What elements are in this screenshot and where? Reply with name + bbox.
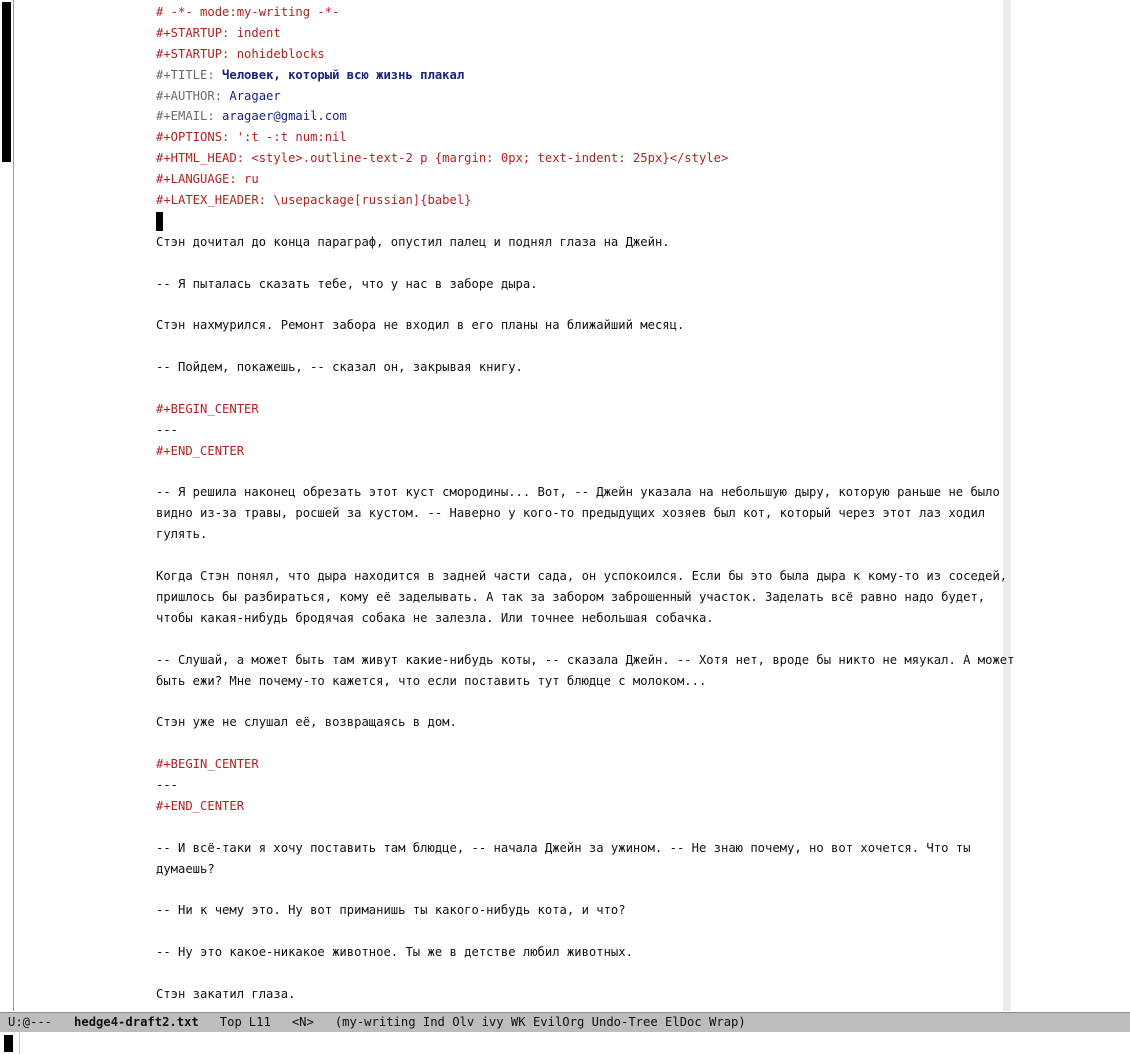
- buffer-line[interactable]: [156, 859, 1001, 880]
- modeline-evil-state: <N>: [291, 1015, 314, 1029]
- prose-text: Стэн закатил глаза.: [156, 986, 296, 1001]
- buffer-line[interactable]: [156, 691, 1001, 712]
- buffer-line[interactable]: [156, 921, 1001, 942]
- prose-text: пришлось бы разбираться, кому её заделывать. А так за забором заброшенный участок. Заделать всё равно надо будет,: [156, 589, 986, 604]
- minibuffer-edge: [19, 1032, 20, 1054]
- buffer-line[interactable]: [156, 587, 1001, 608]
- buffer-line[interactable]: [156, 357, 1001, 378]
- buffer-line[interactable]: [156, 399, 1001, 420]
- buffer-line[interactable]: [156, 65, 1001, 86]
- org-keyword: #+HTML_HEAD: <style>.outline-text-2 p {margin: 0px; text-indent: 25px}</style>: [156, 151, 729, 166]
- buffer-line[interactable]: [156, 942, 1001, 963]
- buffer-line[interactable]: [156, 733, 1001, 754]
- buffer-line[interactable]: [156, 462, 1001, 483]
- buffer-line[interactable]: [156, 984, 1001, 1005]
- prose-text: чтобы какая-нибудь бродячая собака не залезла. Или точнее небольшая собачка.: [156, 610, 714, 625]
- org-meta-value: Aragaer: [229, 88, 281, 103]
- buffer-line[interactable]: [156, 503, 1001, 524]
- org-keyword: # -*- mode:my-writing -*-: [156, 5, 340, 19]
- org-keyword: #+STARTUP: nohideblocks: [156, 46, 325, 61]
- org-keyword: #+LANGUAGE: ru: [156, 172, 259, 187]
- modeline-position: Top: [219, 1015, 242, 1029]
- prose-text: быть ежи? Мне почему-то кажется, что если поставить тут блюдце с молоком...: [156, 673, 707, 688]
- org-meta-key: #+EMAIL:: [156, 109, 223, 124]
- org-keyword: #+BEGIN_CENTER: [156, 401, 259, 416]
- modeline-status: U:@---: [8, 1015, 53, 1029]
- buffer-line[interactable]: [156, 524, 1001, 545]
- buffer-line[interactable]: [156, 148, 1001, 169]
- org-meta-key: #+TITLE:: [156, 67, 223, 82]
- org-meta-value: aragaer@gmail.com: [222, 109, 347, 124]
- prose-text: -- Ни к чему это. Ну вот приманишь ты какого-нибудь кота, и что?: [156, 903, 626, 918]
- buffer-line[interactable]: [156, 420, 1001, 441]
- modeline-line-number: L11: [248, 1015, 271, 1029]
- modeline-buffer-name[interactable]: hedge4-draft2.txt: [74, 1015, 199, 1029]
- buffer-line[interactable]: [156, 671, 1001, 692]
- buffer-line[interactable]: [156, 650, 1015, 671]
- buffer-line[interactable]: [156, 545, 1001, 566]
- buffer-line[interactable]: [156, 378, 1001, 399]
- prose-text: -- Я пыталась сказать тебе, что у нас в заборе дыра.: [156, 276, 538, 291]
- buffer-line[interactable]: [156, 629, 1001, 650]
- buffer-line[interactable]: [156, 232, 1001, 253]
- buffer-line[interactable]: [156, 566, 1008, 587]
- prose-text: думаешь?: [156, 861, 215, 876]
- minibuffer[interactable]: [0, 1032, 1130, 1054]
- buffer-line[interactable]: [156, 879, 1001, 900]
- buffer-line[interactable]: [156, 963, 1001, 984]
- org-keyword: #+BEGIN_CENTER: [156, 757, 259, 772]
- buffer-line[interactable]: [156, 190, 1001, 211]
- buffer-line[interactable]: [156, 127, 1001, 148]
- prose-text: Когда Стэн понял, что дыра находится в задней части сада, он успокоился. Если бы это была дыра к кому-то из соседей,: [156, 569, 1008, 584]
- prose-text: гулять.: [156, 527, 208, 542]
- prose-text: ---: [156, 422, 179, 437]
- minibuffer-cursor: [4, 1035, 13, 1052]
- prose-text: -- Ну это какое-никакое животное. Ты же в детстве любил животных.: [156, 945, 633, 960]
- buffer-line[interactable]: [156, 775, 1001, 796]
- prose-text: ---: [156, 777, 179, 792]
- right-fringe: [1003, 0, 1011, 1011]
- buffer-line[interactable]: [156, 712, 1001, 733]
- prose-text: -- Я решила наконец обрезать этот куст смородины... Вот, -- Джейн указала на небольшую дыру, которую раньше не было: [156, 485, 1000, 500]
- org-keyword: #+LATEX_HEADER: \usepackage[russian]{babel}: [156, 193, 472, 208]
- buffer-line[interactable]: [156, 336, 1001, 357]
- buffer-line[interactable]: [156, 900, 1001, 921]
- buffer-line[interactable]: [156, 294, 1001, 315]
- org-keyword: #+OPTIONS: ':t -:t num:nil: [156, 130, 347, 145]
- buffer-line[interactable]: [156, 482, 1001, 503]
- org-keyword: #+END_CENTER: [156, 443, 245, 458]
- prose-text: Стэн дочитал до конца параграф, опустил палец и поднял глаза на Джейн.: [156, 234, 670, 249]
- org-keyword: #+STARTUP: indent: [156, 25, 281, 40]
- prose-text: -- И всё-таки я хочу поставить там блюдце, -- начала Джейн за ужином. -- Не знаю почему, но вот хочется. Что ты: [156, 840, 971, 855]
- prose-text: -- Пойдем, покажешь, -- сказал он, закрывая книгу.: [156, 360, 523, 375]
- buffer-line[interactable]: [156, 754, 1001, 775]
- prose-text: -- Слушай, а может быть там живут какие-нибудь коты, -- сказала Джейн. -- Хотя нет, вроде бы никто не мяукал. А может: [156, 652, 1015, 667]
- buffer-line[interactable]: [156, 817, 1001, 838]
- mode-line: [0, 1012, 1130, 1032]
- vertical-scrollbar[interactable]: [0, 0, 14, 1011]
- buffer-line[interactable]: [156, 86, 1001, 107]
- buffer-line[interactable]: [156, 838, 1001, 859]
- buffer-line[interactable]: [156, 169, 1001, 190]
- prose-text: Стэн уже не слушал её, возвращаясь в дом.: [156, 715, 457, 730]
- buffer-line[interactable]: [156, 608, 1001, 629]
- buffer-line[interactable]: [156, 211, 1001, 232]
- org-meta-key: #+AUTHOR:: [156, 88, 230, 103]
- buffer-content[interactable]: [156, 2, 1015, 1005]
- buffer-line[interactable]: [156, 315, 1001, 336]
- document-title: Человек, который всю жизнь плакал: [222, 67, 465, 82]
- modeline-minor-modes[interactable]: (my-writing Ind Olv ivy WK EvilOrg Undo-Tree ElDoc Wrap): [334, 1015, 746, 1029]
- prose-text: видно из-за травы, росшей за кустом. -- Наверно у кого-то предыдущих хозяев был кот, который через этот лаз ходил: [156, 506, 986, 521]
- buffer-line[interactable]: [156, 2, 1001, 23]
- buffer-line[interactable]: [156, 253, 1001, 274]
- buffer-line[interactable]: [156, 274, 1001, 295]
- buffer-line[interactable]: [156, 44, 1001, 65]
- editor-text-area[interactable]: [15, 0, 1130, 1011]
- buffer-line[interactable]: [156, 441, 1001, 462]
- prose-text: Стэн нахмурился. Ремонт забора не входил в его планы на ближайший месяц.: [156, 318, 685, 333]
- text-cursor: [156, 212, 163, 231]
- buffer-line[interactable]: [156, 106, 1001, 127]
- buffer-line[interactable]: [156, 796, 1001, 817]
- scrollbar-thumb[interactable]: [2, 2, 11, 162]
- buffer-line[interactable]: [156, 23, 1001, 44]
- org-keyword: #+END_CENTER: [156, 798, 245, 813]
